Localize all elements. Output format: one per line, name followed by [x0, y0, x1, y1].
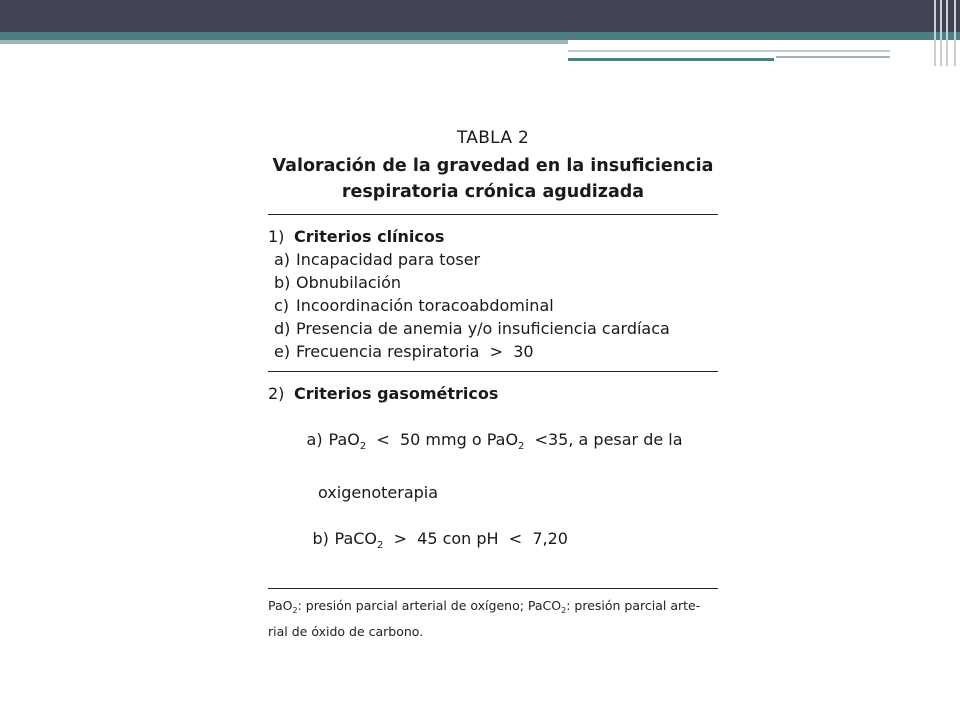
item-text-mid: < 50 mmg o PaO: [366, 430, 519, 449]
item-text: Frecuencia respiratoria > 30: [296, 342, 534, 361]
footnote-part-1: PaO: [268, 598, 293, 613]
slide-header-vertical-lines: [932, 0, 960, 66]
section-gasometric-number: 2): [268, 384, 285, 403]
item-text: Obnubilación: [296, 273, 402, 292]
subscript: 2: [359, 441, 367, 452]
item-letter: d): [274, 319, 291, 338]
item-letter: a): [274, 250, 291, 269]
item-text: Presencia de anemia y/o insuficiencia cardíaca: [296, 319, 670, 338]
section-clinical-title: Criterios clínicos: [294, 227, 445, 246]
list-item-continuation: oxigenoterapia: [318, 483, 439, 502]
slide-header-right-strip-light: [776, 56, 890, 58]
item-text-end: > 45 con pH < 7,20: [383, 529, 568, 548]
list-item: [268, 317, 718, 340]
subscript: 2: [377, 540, 384, 551]
slide-header-right-strip-dark: [568, 58, 774, 61]
section-gasometric-title: Criterios gasométricos: [294, 384, 499, 403]
section-clinical-number: 1): [268, 227, 285, 246]
subscript: 2: [518, 441, 525, 452]
item-text-paco2: PaCO: [334, 529, 378, 548]
table-title-line-1: Valoración de la gravedad en la insuficiencia: [272, 156, 714, 176]
slide-header-accent-band: [0, 32, 960, 40]
list-item: [268, 504, 718, 580]
item-text-pao2: PaO: [328, 430, 360, 449]
subscript: 2: [561, 606, 567, 615]
item-letter: b): [312, 529, 329, 548]
slide-header-bar: [0, 0, 960, 32]
section-gasometric-heading: [268, 383, 718, 405]
footnote-line-2: rial de óxido de carbono.: [268, 624, 424, 639]
item-letter: b): [274, 273, 291, 292]
item-letter: e): [274, 342, 291, 361]
footnote-part-2: : presión parcial arterial de oxígeno; PaCO: [297, 598, 562, 613]
table-title-line-2: respiratoria crónica agudizada: [341, 182, 645, 202]
section-gasometric-criteria: [268, 372, 718, 588]
list-item: [268, 405, 718, 481]
slide-header-right-strip: [568, 44, 890, 52]
list-item: [268, 248, 718, 271]
list-item: [268, 294, 718, 317]
item-text: Incapacidad para toser: [296, 250, 481, 269]
list-item: [268, 271, 718, 294]
table-2: [268, 128, 718, 642]
table-label: TABLA 2: [456, 128, 530, 148]
item-text-end: <35, a pesar de la: [524, 430, 683, 449]
table-footnote: [268, 595, 718, 642]
slide-header-accent-band-light: [0, 40, 568, 44]
section-clinical-heading: [268, 226, 718, 248]
table-rule-bottom: [268, 588, 718, 589]
footnote-part-3: : presión parcial arte-: [566, 598, 701, 613]
section-clinical-criteria: [268, 215, 718, 371]
item-text: Incoordinación toracoabdominal: [296, 296, 554, 315]
subscript: 2: [292, 606, 298, 615]
list-item: [268, 340, 718, 363]
item-letter: a): [306, 430, 323, 449]
item-letter: c): [274, 296, 290, 315]
